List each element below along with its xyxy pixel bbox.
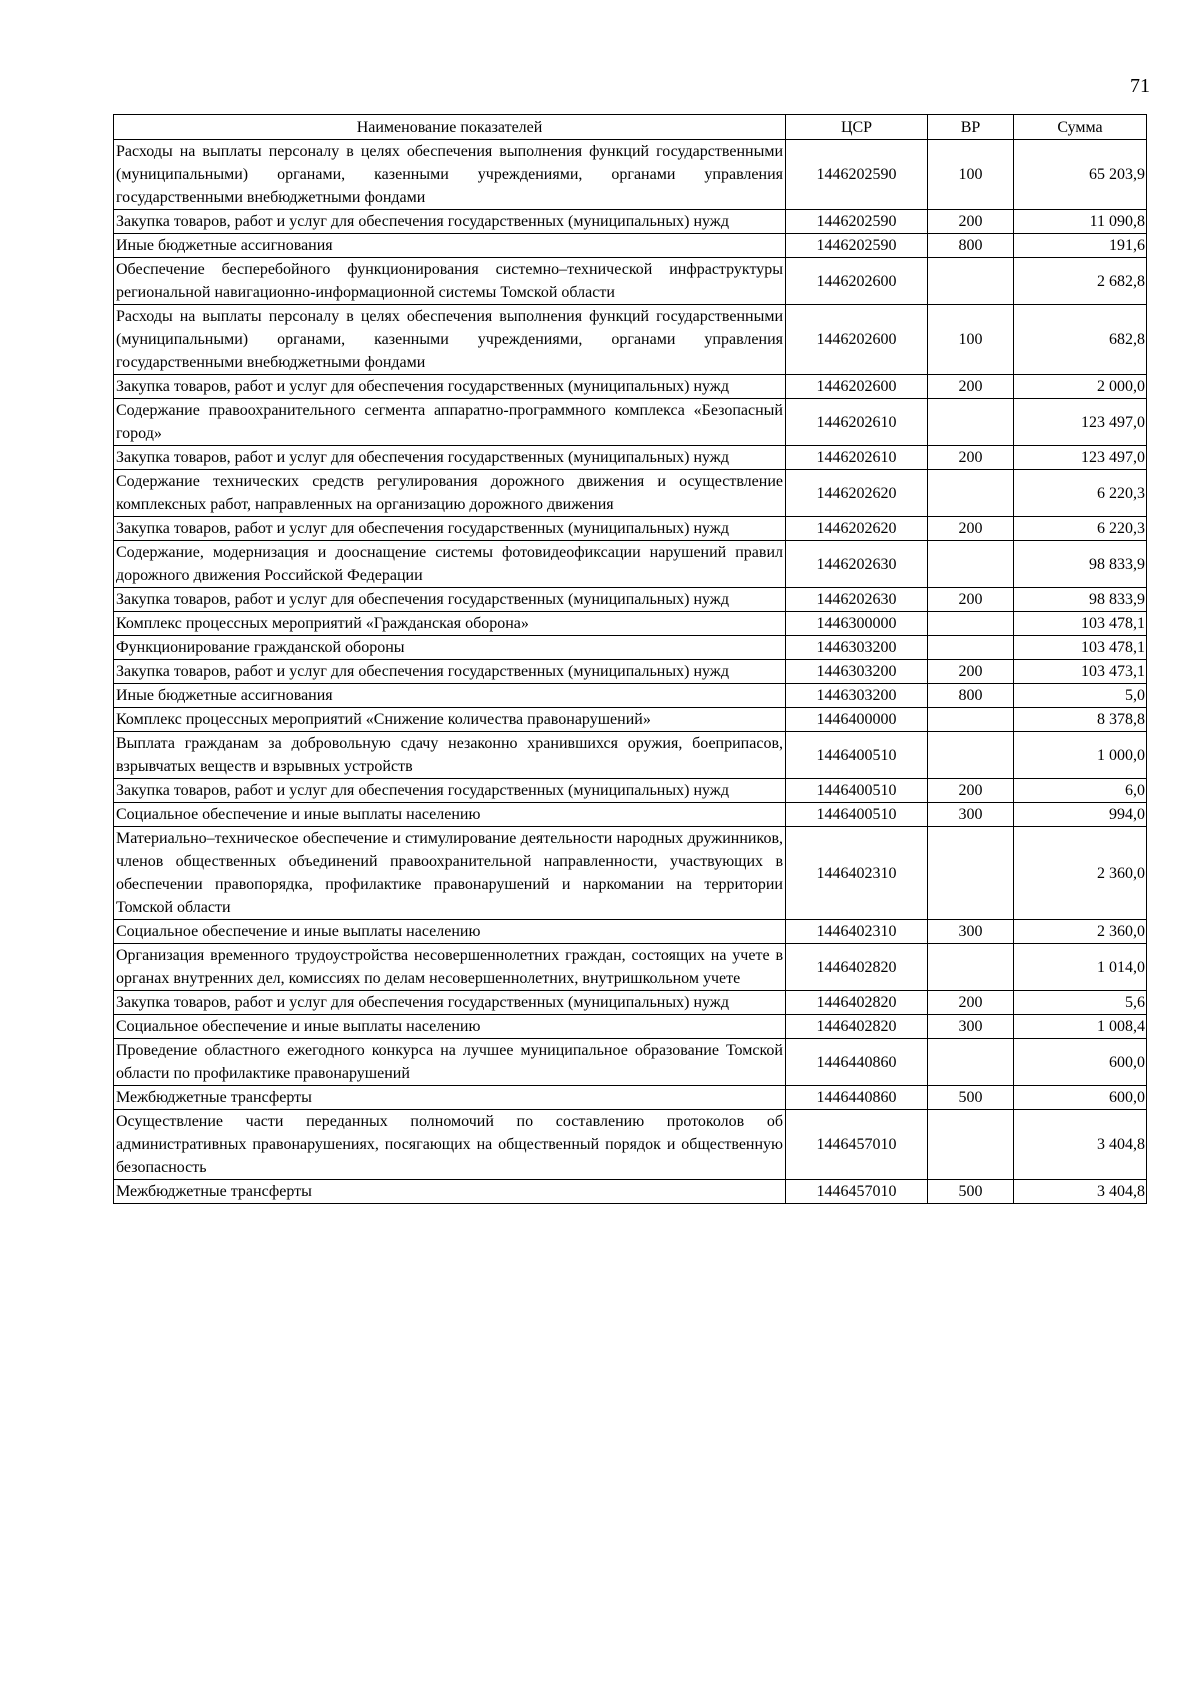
cell-vr: 100 — [928, 305, 1014, 375]
cell-vr — [928, 612, 1014, 636]
cell-vr: 200 — [928, 660, 1014, 684]
cell-sum: 5,6 — [1014, 991, 1147, 1015]
cell-name: Закупка товаров, работ и услуг для обеспечения государственных (муниципальных) нужд — [114, 588, 786, 612]
cell-vr — [928, 827, 1014, 920]
cell-sum: 600,0 — [1014, 1086, 1147, 1110]
table-row — [114, 305, 1147, 375]
table-row — [114, 588, 1147, 612]
table-row — [114, 660, 1147, 684]
cell-sum: 3 404,8 — [1014, 1180, 1147, 1204]
table-row — [114, 234, 1147, 258]
cell-vr — [928, 1039, 1014, 1086]
cell-csr: 1446202610 — [786, 399, 928, 446]
cell-vr — [928, 541, 1014, 588]
cell-name: Социальное обеспечение и иные выплаты населению — [114, 920, 786, 944]
cell-csr: 1446440860 — [786, 1039, 928, 1086]
table-row — [114, 612, 1147, 636]
cell-name: Иные бюджетные ассигнования — [114, 684, 786, 708]
cell-sum: 3 404,8 — [1014, 1110, 1147, 1180]
table-row — [114, 944, 1147, 991]
cell-vr: 100 — [928, 140, 1014, 210]
header-csr: ЦСР — [786, 115, 928, 140]
table-row — [114, 920, 1147, 944]
cell-name: Закупка товаров, работ и услуг для обеспечения государственных (муниципальных) нужд — [114, 991, 786, 1015]
cell-vr: 300 — [928, 920, 1014, 944]
cell-name: Содержание правоохранительного сегмента аппаратно-программного комплекса «Безопасный город» — [114, 399, 786, 446]
cell-sum: 191,6 — [1014, 234, 1147, 258]
cell-vr — [928, 1110, 1014, 1180]
cell-vr: 300 — [928, 803, 1014, 827]
cell-csr: 1446400510 — [786, 732, 928, 779]
table-row — [114, 1180, 1147, 1204]
table-row — [114, 827, 1147, 920]
page-number: 71 — [1130, 75, 1150, 97]
cell-name: Содержание, модернизация и дооснащение системы фотовидеофиксации нарушений правил дорожного движения Российской Федерации — [114, 541, 786, 588]
cell-sum: 1 008,4 — [1014, 1015, 1147, 1039]
cell-vr — [928, 258, 1014, 305]
cell-csr: 1446402310 — [786, 920, 928, 944]
cell-name: Комплекс процессных мероприятий «Снижение количества правонарушений» — [114, 708, 786, 732]
cell-csr: 1446202630 — [786, 541, 928, 588]
table-row — [114, 708, 1147, 732]
cell-csr: 1446202620 — [786, 470, 928, 517]
cell-sum: 1 014,0 — [1014, 944, 1147, 991]
cell-vr: 800 — [928, 234, 1014, 258]
cell-vr: 300 — [928, 1015, 1014, 1039]
cell-csr: 1446300000 — [786, 612, 928, 636]
table-row — [114, 258, 1147, 305]
cell-name: Содержание технических средств регулирования дорожного движения и осуществление комплексных работ, направленных на организацию дорожного движения — [114, 470, 786, 517]
cell-csr: 1446202620 — [786, 517, 928, 541]
cell-vr: 200 — [928, 991, 1014, 1015]
header-vr: ВР — [928, 115, 1014, 140]
cell-vr: 200 — [928, 375, 1014, 399]
cell-csr: 1446402820 — [786, 991, 928, 1015]
table-body — [114, 140, 1147, 1204]
cell-name: Межбюджетные трансферты — [114, 1086, 786, 1110]
cell-sum: 65 203,9 — [1014, 140, 1147, 210]
cell-name: Проведение областного ежегодного конкурса на лучшее муниципальное образование Томской области по профилактике правонарушений — [114, 1039, 786, 1086]
table-row — [114, 1015, 1147, 1039]
cell-csr: 1446202600 — [786, 258, 928, 305]
cell-name: Социальное обеспечение и иные выплаты населению — [114, 803, 786, 827]
cell-sum: 6 220,3 — [1014, 517, 1147, 541]
cell-vr: 200 — [928, 588, 1014, 612]
cell-vr — [928, 470, 1014, 517]
cell-csr: 1446202630 — [786, 588, 928, 612]
table-row — [114, 470, 1147, 517]
cell-vr: 500 — [928, 1086, 1014, 1110]
cell-sum: 123 497,0 — [1014, 446, 1147, 470]
cell-csr: 1446202600 — [786, 375, 928, 399]
cell-vr: 200 — [928, 779, 1014, 803]
cell-sum: 1 000,0 — [1014, 732, 1147, 779]
cell-sum: 2 360,0 — [1014, 827, 1147, 920]
header-name: Наименование показателей — [114, 115, 786, 140]
cell-csr: 1446202590 — [786, 210, 928, 234]
cell-vr — [928, 636, 1014, 660]
cell-name: Комплекс процессных мероприятий «Гражданская оборона» — [114, 612, 786, 636]
cell-vr: 200 — [928, 210, 1014, 234]
table-row — [114, 1086, 1147, 1110]
cell-sum: 103 478,1 — [1014, 636, 1147, 660]
table-row — [114, 517, 1147, 541]
cell-csr: 1446440860 — [786, 1086, 928, 1110]
cell-name: Выплата гражданам за добровольную сдачу незаконно хранившихся оружия, боеприпасов, взрывчатых веществ и взрывных устройств — [114, 732, 786, 779]
table-row — [114, 803, 1147, 827]
cell-csr: 1446303200 — [786, 636, 928, 660]
cell-vr — [928, 399, 1014, 446]
cell-sum: 6,0 — [1014, 779, 1147, 803]
cell-csr: 1446400000 — [786, 708, 928, 732]
cell-sum: 600,0 — [1014, 1039, 1147, 1086]
table-row — [114, 541, 1147, 588]
table-row — [114, 779, 1147, 803]
cell-name: Осуществление части переданных полномочий по составлению протоколов об административных правонарушениях, посягающих на общественный порядок и общественную безопасность — [114, 1110, 786, 1180]
cell-vr — [928, 708, 1014, 732]
cell-csr: 1446402820 — [786, 944, 928, 991]
cell-name: Иные бюджетные ассигнования — [114, 234, 786, 258]
cell-csr: 1446303200 — [786, 684, 928, 708]
budget-table — [113, 114, 1147, 1204]
cell-csr: 1446202590 — [786, 234, 928, 258]
cell-name: Закупка товаров, работ и услуг для обеспечения государственных (муниципальных) нужд — [114, 446, 786, 470]
cell-sum: 11 090,8 — [1014, 210, 1147, 234]
cell-sum: 98 833,9 — [1014, 541, 1147, 588]
table-row — [114, 1039, 1147, 1086]
cell-name: Материально–техническое обеспечение и стимулирование деятельности народных дружинников, членов общественных объединений правоохранительной направленности, участвующих в обеспечении правопорядка, профилактике правонарушений и наркомании на территории Томской области — [114, 827, 786, 920]
cell-csr: 1446402310 — [786, 827, 928, 920]
cell-csr: 1446303200 — [786, 660, 928, 684]
cell-name: Обеспечение бесперебойного функционирования системно–технической инфраструктуры региональной навигационно-информационной системы Томской области — [114, 258, 786, 305]
cell-name: Закупка товаров, работ и услуг для обеспечения государственных (муниципальных) нужд — [114, 660, 786, 684]
table-row — [114, 1110, 1147, 1180]
table-row — [114, 684, 1147, 708]
cell-csr: 1446202600 — [786, 305, 928, 375]
cell-sum: 6 220,3 — [1014, 470, 1147, 517]
cell-csr: 1446400510 — [786, 803, 928, 827]
cell-name: Закупка товаров, работ и услуг для обеспечения государственных (муниципальных) нужд — [114, 375, 786, 399]
table-row — [114, 732, 1147, 779]
cell-csr: 1446202610 — [786, 446, 928, 470]
cell-sum: 682,8 — [1014, 305, 1147, 375]
cell-sum: 994,0 — [1014, 803, 1147, 827]
table-row — [114, 210, 1147, 234]
cell-sum: 5,0 — [1014, 684, 1147, 708]
table-row — [114, 636, 1147, 660]
table-row — [114, 375, 1147, 399]
cell-sum: 103 473,1 — [1014, 660, 1147, 684]
cell-name: Социальное обеспечение и иные выплаты населению — [114, 1015, 786, 1039]
cell-name: Функционирование гражданской обороны — [114, 636, 786, 660]
cell-sum: 123 497,0 — [1014, 399, 1147, 446]
cell-name: Расходы на выплаты персоналу в целях обеспечения выполнения функций государственными (муниципальными) органами, казенными учреждениями, органами управления государственными внебюджетными фондами — [114, 140, 786, 210]
cell-vr: 200 — [928, 517, 1014, 541]
cell-sum: 2 000,0 — [1014, 375, 1147, 399]
cell-csr: 1446202590 — [786, 140, 928, 210]
cell-csr: 1446402820 — [786, 1015, 928, 1039]
cell-sum: 103 478,1 — [1014, 612, 1147, 636]
cell-name: Закупка товаров, работ и услуг для обеспечения государственных (муниципальных) нужд — [114, 779, 786, 803]
cell-sum: 2 682,8 — [1014, 258, 1147, 305]
cell-csr: 1446457010 — [786, 1180, 928, 1204]
cell-vr: 500 — [928, 1180, 1014, 1204]
table-row — [114, 991, 1147, 1015]
table-row — [114, 446, 1147, 470]
cell-vr — [928, 732, 1014, 779]
cell-vr: 200 — [928, 446, 1014, 470]
cell-csr: 1446457010 — [786, 1110, 928, 1180]
cell-sum: 2 360,0 — [1014, 920, 1147, 944]
cell-csr: 1446400510 — [786, 779, 928, 803]
cell-name: Межбюджетные трансферты — [114, 1180, 786, 1204]
cell-vr: 800 — [928, 684, 1014, 708]
cell-sum: 98 833,9 — [1014, 588, 1147, 612]
table-header-row — [114, 115, 1147, 140]
cell-name: Закупка товаров, работ и услуг для обеспечения государственных (муниципальных) нужд — [114, 210, 786, 234]
cell-name: Организация временного трудоустройства несовершеннолетних граждан, состоящих на учете в органах внутренних дел, комиссиях по делам несовершеннолетних, внутришкольном учете — [114, 944, 786, 991]
cell-sum: 8 378,8 — [1014, 708, 1147, 732]
table-row — [114, 399, 1147, 446]
cell-vr — [928, 944, 1014, 991]
cell-name: Закупка товаров, работ и услуг для обеспечения государственных (муниципальных) нужд — [114, 517, 786, 541]
cell-name: Расходы на выплаты персоналу в целях обеспечения выполнения функций государственными (муниципальными) органами, казенными учреждениями, органами управления государственными внебюджетными фондами — [114, 305, 786, 375]
header-sum: Сумма — [1014, 115, 1147, 140]
table-row — [114, 140, 1147, 210]
